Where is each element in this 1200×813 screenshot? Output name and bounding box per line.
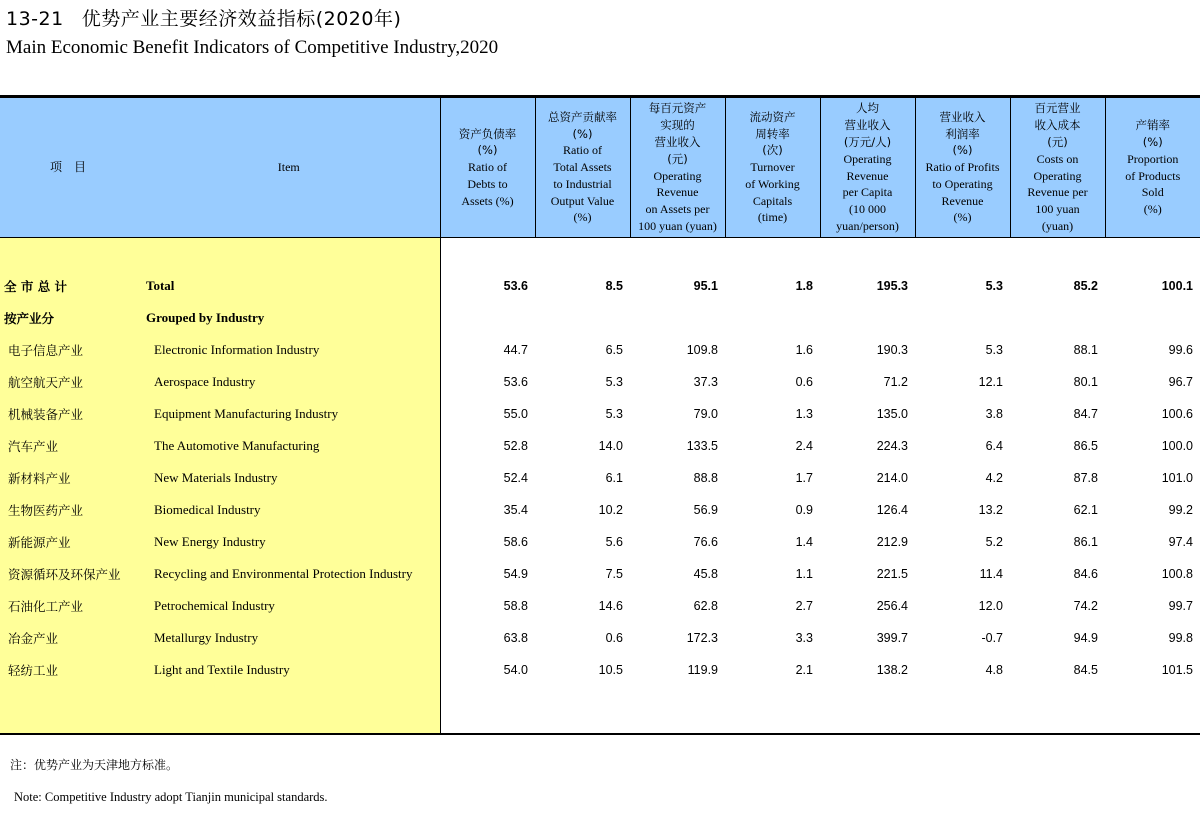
cell-value: 11.4 xyxy=(979,567,1003,581)
table-row xyxy=(0,366,1200,398)
header-col-cn-line: 流动资产 xyxy=(749,109,796,124)
cell-value xyxy=(1010,302,1105,334)
cell-value: 133.5 xyxy=(686,439,718,453)
row-label-cn: 汽车产业 xyxy=(0,430,138,462)
cell-value: 7.5 xyxy=(605,567,623,581)
header-col-en-line: yuan/person) xyxy=(836,218,899,233)
cell-value: 52.4 xyxy=(503,471,528,485)
cell-value: 54.9 xyxy=(503,567,528,581)
cell-value: 5.3 xyxy=(605,407,623,421)
cell-value: 195.3 xyxy=(876,279,908,293)
cell-value: 44.7 xyxy=(503,343,528,357)
note-en: Note: Competitive Industry adopt Tianjin municipal standards. xyxy=(14,790,328,804)
cell-value: 2.1 xyxy=(795,663,813,677)
table-row xyxy=(0,334,1200,366)
cell-value xyxy=(725,302,820,334)
cell-value: 10.5 xyxy=(598,663,623,677)
cell-value: 12.0 xyxy=(978,599,1003,613)
row-label-en: Electronic Information Industry xyxy=(138,334,440,366)
header-col-cn-line: (元) xyxy=(1047,134,1068,149)
note-cn: 注：优势产业为天津地方标准。 xyxy=(10,758,179,772)
row-label-en: Equipment Manufacturing Industry xyxy=(138,398,440,430)
cell-value: 2.4 xyxy=(795,439,813,453)
cell-value: 45.8 xyxy=(693,567,718,581)
header-col-en-line: Total Assets xyxy=(553,160,612,175)
cell-value: 58.6 xyxy=(503,535,528,549)
header-col-cn-line: 人均 xyxy=(856,101,879,116)
cell-value: 14.6 xyxy=(598,599,623,613)
header-col-cn-line: (万元/人) xyxy=(843,134,892,149)
header-col-cn-line: (%) xyxy=(952,143,973,158)
row-label-en: Total xyxy=(138,270,440,302)
cell-value: 99.8 xyxy=(1168,631,1193,645)
row-label-cn: 航空航天产业 xyxy=(0,366,138,398)
header-col-cn-line: 百元营业 xyxy=(1034,101,1081,116)
cell-value: 5.3 xyxy=(605,375,623,389)
header-col-en-line: Operating xyxy=(843,151,892,166)
header-col-cn-line: 资产负债率 xyxy=(458,126,517,141)
header-col-cn-line: 周转率 xyxy=(755,126,790,141)
header-col-cn-line: 实现的 xyxy=(660,118,695,133)
row-label-cn: 资源循环及环保产业 xyxy=(0,558,138,590)
header-col-en-line: Operating xyxy=(653,168,702,183)
cell-value: 4.8 xyxy=(985,663,1003,677)
cell-value: 399.7 xyxy=(876,631,908,645)
header-col-cn-line: (%) xyxy=(477,143,498,158)
cell-value: 53.6 xyxy=(503,375,528,389)
cell-value: 84.7 xyxy=(1073,407,1098,421)
row-label-en: Metallurgy Industry xyxy=(138,622,440,654)
row-label-en: Biomedical Industry xyxy=(138,494,440,526)
header-col-4 xyxy=(725,97,820,238)
cell-value: 97.4 xyxy=(1168,535,1193,549)
cell-value xyxy=(630,302,725,334)
row-label-en: The Automotive Manufacturing xyxy=(138,430,440,462)
cell-value: 109.8 xyxy=(686,343,718,357)
cell-value: 126.4 xyxy=(876,503,908,517)
header-col-en-line: Capitals xyxy=(752,193,793,208)
row-label-en: Light and Textile Industry xyxy=(138,654,440,686)
header-col-cn-line: 总资产贡献率 xyxy=(548,109,617,124)
header-col-7 xyxy=(1010,97,1105,238)
cell-value: 87.8 xyxy=(1073,471,1098,485)
header-col-en-line: (%) xyxy=(953,210,972,225)
header-col-en-line: Revenue xyxy=(846,168,889,183)
indicator-table xyxy=(0,95,1200,735)
header-item-cn: 项 目 xyxy=(0,97,138,238)
cell-value: 214.0 xyxy=(876,471,908,485)
row-label-cn: 石油化工产业 xyxy=(0,590,138,622)
header-col-en-line: Sold xyxy=(1141,185,1164,200)
header-col-en-line: (yuan) xyxy=(1041,218,1074,233)
cell-value: -0.7 xyxy=(981,631,1003,645)
cell-value: 3.8 xyxy=(985,407,1003,421)
cell-value: 74.2 xyxy=(1073,599,1098,613)
cell-value: 88.8 xyxy=(693,471,718,485)
header-col-en-line: Costs on xyxy=(1036,151,1079,166)
cell-value: 14.0 xyxy=(598,439,623,453)
row-label-en: New Energy Industry xyxy=(138,526,440,558)
cell-value: 135.0 xyxy=(876,407,908,421)
spacer-row xyxy=(0,686,1200,734)
cell-value: 5.3 xyxy=(985,343,1003,357)
header-col-en-line: Revenue xyxy=(656,185,699,200)
table-title-cn xyxy=(6,4,401,31)
row-label-cn: 电子信息产业 xyxy=(0,334,138,366)
cell-value: 1.4 xyxy=(795,535,813,549)
header-col-1 xyxy=(440,97,535,238)
cell-value: 71.2 xyxy=(883,375,908,389)
table-row xyxy=(0,558,1200,590)
header-col-en-line: to Industrial xyxy=(553,176,612,191)
table-number: 13-21 xyxy=(6,8,64,30)
cell-value xyxy=(915,302,1010,334)
cell-value: 256.4 xyxy=(876,599,908,613)
cell-value: 55.0 xyxy=(503,407,528,421)
cell-value: 4.2 xyxy=(985,471,1003,485)
header-col-en-line: (time) xyxy=(757,210,788,225)
cell-value: 100.6 xyxy=(1161,407,1193,421)
cell-value xyxy=(820,302,915,334)
cell-value: 56.9 xyxy=(693,503,718,517)
cell-value: 101.5 xyxy=(1161,663,1193,677)
cell-value: 5.2 xyxy=(985,535,1003,549)
header-col-cn-line: 营业收入 xyxy=(939,109,986,124)
header-col-en-line: Revenue xyxy=(941,193,984,208)
cell-value: 95.1 xyxy=(693,279,718,293)
cell-value: 212.9 xyxy=(876,535,908,549)
header-col-en-line: (10 000 xyxy=(849,202,886,217)
cell-value: 1.8 xyxy=(795,279,813,293)
cell-value: 2.7 xyxy=(795,599,813,613)
header-col-en-line: of Working xyxy=(745,176,800,191)
header-col-cn-line: 利润率 xyxy=(945,126,980,141)
table-row xyxy=(0,430,1200,462)
cell-value: 0.9 xyxy=(795,503,813,517)
table-row xyxy=(0,398,1200,430)
cell-value: 52.8 xyxy=(503,439,528,453)
header-col-cn-line: 每百元资产 xyxy=(648,101,707,116)
header-col-en-line: Assets (%) xyxy=(461,193,514,208)
cell-value: 99.7 xyxy=(1168,599,1193,613)
cell-value: 54.0 xyxy=(503,663,528,677)
header-col-en-line: Debts to xyxy=(467,176,508,191)
table-row xyxy=(0,526,1200,558)
header-col-5 xyxy=(820,97,915,238)
cell-value: 94.9 xyxy=(1073,631,1098,645)
table-row xyxy=(0,462,1200,494)
cell-value: 0.6 xyxy=(605,631,623,645)
cell-value: 224.3 xyxy=(876,439,908,453)
cell-value: 62.8 xyxy=(693,599,718,613)
header-item-en: Item xyxy=(138,97,440,238)
cell-value: 76.6 xyxy=(693,535,718,549)
row-label-cn: 生物医药产业 xyxy=(0,494,138,526)
cell-value: 8.5 xyxy=(605,279,623,293)
header-col-8 xyxy=(1105,97,1200,238)
header-col-6 xyxy=(915,97,1010,238)
cell-value: 221.5 xyxy=(876,567,908,581)
table-row xyxy=(0,654,1200,686)
cell-value: 63.8 xyxy=(503,631,528,645)
header-col-2 xyxy=(535,97,630,238)
table-row xyxy=(0,494,1200,526)
row-label-en: Grouped by Industry xyxy=(138,302,440,334)
cell-value: 1.7 xyxy=(795,471,813,485)
header-col-cn-line: 收入成本 xyxy=(1034,118,1081,133)
cell-value xyxy=(440,302,535,334)
row-label-cn: 全 市 总 计 xyxy=(0,270,138,302)
row-label-cn: 新能源产业 xyxy=(0,526,138,558)
header-col-en-line: Ratio of xyxy=(563,143,602,158)
header-col-cn-line: 产销率 xyxy=(1135,118,1170,133)
cell-value: 53.6 xyxy=(503,279,528,293)
header-col-en-line: 100 yuan xyxy=(1035,202,1080,217)
cell-value: 101.0 xyxy=(1161,471,1193,485)
cell-value: 1.1 xyxy=(795,567,813,581)
cell-value: 5.6 xyxy=(605,535,623,549)
cell-value: 3.3 xyxy=(795,631,813,645)
cell-value: 86.5 xyxy=(1073,439,1098,453)
header-col-en-line: (%) xyxy=(573,210,592,225)
cell-value: 37.3 xyxy=(693,375,718,389)
cell-value: 99.2 xyxy=(1168,503,1193,517)
cell-value: 119.9 xyxy=(687,663,718,677)
cell-value: 79.0 xyxy=(693,407,718,421)
table-row xyxy=(0,622,1200,654)
group-row xyxy=(0,302,1200,334)
cell-value: 138.2 xyxy=(876,663,908,677)
header-col-cn-line: (元) xyxy=(667,151,688,166)
cell-value: 1.6 xyxy=(795,343,813,357)
header-col-en-line: Output Value xyxy=(550,193,615,208)
cell-value: 6.1 xyxy=(605,471,623,485)
cell-value: 6.4 xyxy=(985,439,1003,453)
cell-value: 84.5 xyxy=(1073,663,1098,677)
row-label-en: Petrochemical Industry xyxy=(138,590,440,622)
cell-value: 58.8 xyxy=(503,599,528,613)
header-col-en-line: Ratio of Profits xyxy=(925,160,1000,175)
cell-value: 0.6 xyxy=(795,375,813,389)
row-label-cn: 按产业分 xyxy=(0,302,138,334)
header-col-cn-line: 营业收入 xyxy=(654,134,701,149)
header-col-en-line: Revenue per xyxy=(1027,185,1088,200)
cell-value: 86.1 xyxy=(1073,535,1098,549)
header-col-en-line: Ratio of xyxy=(468,160,507,175)
row-label-cn: 新材料产业 xyxy=(0,462,138,494)
total-row xyxy=(0,270,1200,302)
row-label-cn: 机械装备产业 xyxy=(0,398,138,430)
cell-value: 62.1 xyxy=(1073,503,1098,517)
header-col-en-line: of Products xyxy=(1125,168,1181,183)
cell-value: 99.6 xyxy=(1168,343,1193,357)
cell-value: 10.2 xyxy=(598,503,623,517)
cell-value xyxy=(535,302,630,334)
cell-value: 6.5 xyxy=(605,343,623,357)
row-label-en: New Materials Industry xyxy=(138,462,440,494)
cell-value: 100.0 xyxy=(1161,439,1193,453)
cell-value: 85.2 xyxy=(1073,279,1098,293)
row-label-cn: 冶金产业 xyxy=(0,622,138,654)
cell-value: 100.8 xyxy=(1161,567,1193,581)
table-body xyxy=(0,238,1200,735)
header-col-en-line: per Capita xyxy=(842,185,893,200)
header-col-en-line: to Operating xyxy=(932,176,993,191)
header-col-en-line: on Assets per xyxy=(645,202,710,217)
header-col-cn-line: (%) xyxy=(572,126,593,141)
cell-value: 100.1 xyxy=(1161,279,1193,293)
cell-value: 13.2 xyxy=(978,503,1003,517)
cell-value: 35.4 xyxy=(503,503,528,517)
cell-value: 80.1 xyxy=(1073,375,1098,389)
row-label-en: Recycling and Environmental Protection Industry xyxy=(138,558,440,590)
header-col-en-line: 100 yuan (yuan) xyxy=(638,218,717,233)
header-col-cn-line: 营业收入 xyxy=(844,118,891,133)
title-cn-text: 优势产业主要经济效益指标(2020年) xyxy=(81,8,402,30)
header-col-cn-line: (%) xyxy=(1142,134,1163,149)
cell-value: 190.3 xyxy=(876,343,908,357)
header-col-3 xyxy=(630,97,725,238)
cell-value: 5.3 xyxy=(985,279,1003,293)
cell-value: 96.7 xyxy=(1168,375,1193,389)
header-col-cn-line: (次) xyxy=(762,143,783,158)
header-col-en-line: Turnover xyxy=(750,160,795,175)
row-label-cn: 轻纺工业 xyxy=(0,654,138,686)
spacer-row xyxy=(0,238,1200,271)
cell-value xyxy=(1105,302,1200,334)
cell-value: 84.6 xyxy=(1073,567,1098,581)
cell-value: 1.3 xyxy=(795,407,813,421)
header-col-en-line: (%) xyxy=(1143,202,1162,217)
cell-value: 172.3 xyxy=(686,631,718,645)
row-label-en: Aerospace Industry xyxy=(138,366,440,398)
header-col-en-line: Proportion xyxy=(1127,151,1179,166)
header-row xyxy=(0,97,1200,238)
cell-value: 12.1 xyxy=(978,375,1003,389)
header-col-en-line: Operating xyxy=(1033,168,1082,183)
table-title-en: Main Economic Benefit Indicators of Competitive Industry,2020 xyxy=(6,37,499,58)
table-row xyxy=(0,590,1200,622)
cell-value: 88.1 xyxy=(1073,343,1098,357)
